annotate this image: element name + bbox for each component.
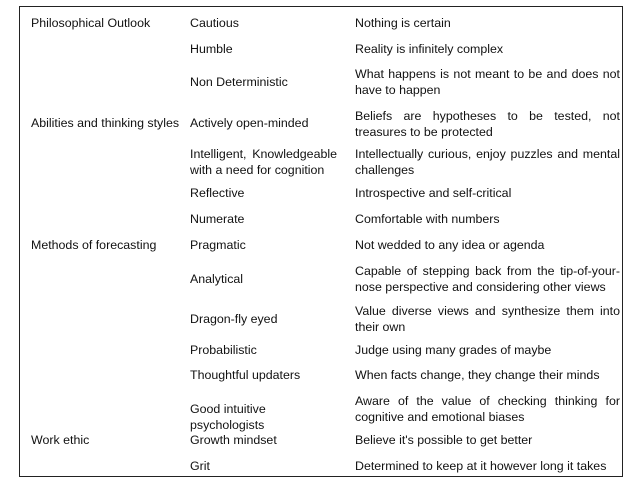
trait-cell: Actively open-minded	[190, 116, 309, 130]
trait-cell: Growth mindset	[190, 433, 277, 447]
trait-cell: Non Deterministic	[190, 75, 288, 89]
description-cell: Nothing is certain	[355, 16, 451, 30]
trait-cell: Intelligent, Knowledgeable with a need for cognition	[190, 147, 337, 177]
description-cell: Beliefs are hypotheses to be tested, not treasures to be protected	[355, 109, 620, 139]
trait-cell: Cautious	[190, 16, 239, 30]
trait-cell: Thoughtful updaters	[190, 368, 301, 382]
trait-cell: Reflective	[190, 186, 245, 200]
description-cell: Introspective and self-critical	[355, 186, 512, 200]
trait-cell: Grit	[190, 459, 210, 473]
description-cell: Capable of stepping back from the tip-of-your-nose perspective and considering other views	[355, 264, 620, 294]
description-cell: Determined to keep at it however long it takes	[355, 459, 607, 473]
trait-cell: Good intuitive psychologists	[190, 402, 266, 432]
category-cell: Methods of forecasting	[31, 238, 157, 252]
description-cell: Aware of the value of checking thinking for cognitive and emotional biases	[355, 394, 620, 424]
trait-cell: Pragmatic	[190, 238, 246, 252]
description-cell: Judge using many grades of maybe	[355, 343, 552, 357]
description-cell: Intellectually curious, enjoy puzzles and mental challenges	[355, 147, 620, 177]
description-cell: When facts change, they change their minds	[355, 368, 600, 382]
traits-table	[19, 6, 623, 477]
category-cell: Work ethic	[31, 433, 90, 447]
trait-cell: Probabilistic	[190, 343, 257, 357]
trait-cell: Analytical	[190, 272, 244, 286]
description-cell: Reality is infinitely complex	[355, 42, 504, 56]
description-cell: What happens is not meant to be and does not have to happen	[355, 67, 620, 97]
trait-cell: Numerate	[190, 212, 245, 226]
description-cell: Believe it's possible to get better	[355, 433, 533, 447]
trait-cell: Humble	[190, 42, 233, 56]
description-cell: Not wedded to any idea or agenda	[355, 238, 545, 252]
description-cell: Value diverse views and synthesize them into their own	[355, 304, 620, 334]
category-cell: Abilities and thinking styles	[31, 116, 180, 130]
category-cell: Philosophical Outlook	[31, 16, 151, 30]
description-cell: Comfortable with numbers	[355, 212, 500, 226]
trait-cell: Dragon-fly eyed	[190, 312, 278, 326]
